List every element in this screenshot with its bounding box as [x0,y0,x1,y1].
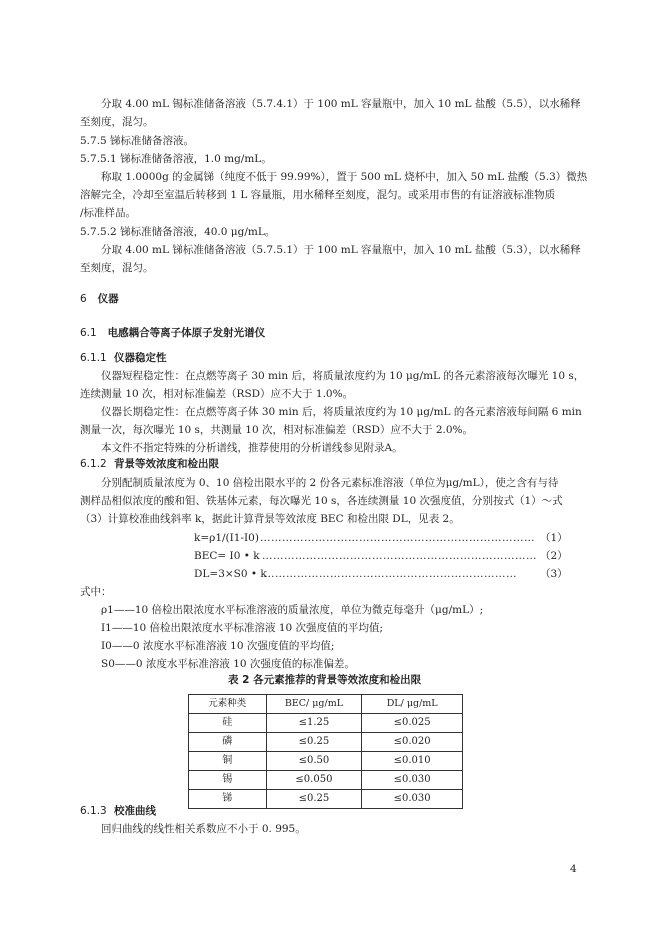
header-dl: DL/ μg/mL [362,695,463,714]
cell-bec: ≤0.50 [266,752,362,771]
table-row [189,790,463,809]
spectral-line-note: 本文件不指定特殊的分析谱线，推荐使用的分析谱线参见附录A。 [101,442,403,454]
paragraph-antimony-dilution-line2: 至刻度，混匀。 [80,262,154,274]
section-title: 仪器稳定性 [114,352,167,364]
section-6-1-2-heading [80,457,219,471]
paragraph-antimony-dilution-line1: 分取 4.00 mL 锑标准储备溶液（5.7.5.1）于 100 mL 容量瓶中，加入 10 mL 盐酸（5.3），以水稀释 [101,244,581,256]
section-number: 6.1.1 [80,352,107,364]
cell-dl: ≤0.020 [362,733,463,752]
table-header-row [189,695,463,714]
clause-5-7-5-2: 5.7.5.2 锑标准储备溶液，40.0 μg/mL。 [80,226,276,238]
variable-s0: S0——0 浓度水平标准溶液 10 次强度值的标准偏差。 [101,658,355,670]
table-row [189,752,463,771]
formula-1-number: （1） [540,532,568,544]
table-2-caption: 表 2 各元素推荐的背景等效浓度和检出限 [228,674,422,686]
formula-2-leader: ………………………………………………………………… [262,550,537,562]
section-number: 6.1.2 [80,458,107,470]
stability-short-line1: 仪器短程稳定性：在点燃等离子 30 min 后，将质量浓度约为 10 μg/mL 的各元素溶液每次曝光 10 s， [101,370,585,382]
bec-method-line2: 测样品相似浓度的酸和钼、铁基体元素，每次曝光 10 s，各连续测量 10 次强度值，分别按式（1）～式 [80,495,563,507]
paragraph-tin-dilution-line1: 分取 4.00 mL 锡标准储备溶液（5.7.4.1）于 100 mL 容量瓶中，加入 10 mL 盐酸（5.5），以水稀释 [101,98,581,110]
bec-method-line1: 分别配制质量浓度为 0、10 倍检出限水平的 2 份各元素标准溶液（单位为μg/mL），使之含有与待 [101,477,559,489]
section-title: 背景等效浓度和检出限 [114,458,220,470]
cell-bec: ≤0.050 [266,771,362,790]
stability-short-line2: 连续测量 10 次，相对标准偏差（RSD）应不大于 1.0%。 [80,388,354,400]
variable-i0: I0——0 浓度水平标准溶液 10 次强度值的平均值; [101,640,335,652]
formula-3-leader: …………………………………………………………… [264,568,517,580]
section-title: 仪器 [97,293,119,305]
formula-3-number: （3） [540,568,568,580]
section-6-1-3-heading [80,804,156,818]
section-number: 6 [80,293,87,305]
cell-dl: ≤0.010 [362,752,463,771]
cell-element: 磷 [189,733,267,752]
header-element: 元素种类 [189,695,267,714]
where-label: 式中： [80,586,112,598]
paragraph-antimony-prep-line1: 称取 1.0000g 的金属锑（纯度不低于 99.99%），置于 500 mL 烧杯中，加入 50 mL 盐酸（5.3）微热 [101,171,588,183]
cell-element: 硅 [189,714,267,733]
table-row [189,714,463,733]
formula-1-expression: k=ρ1/(I1-I0) [194,532,259,544]
table-2 [188,694,463,809]
calibration-curve-requirement: 回归曲线的线性相关系数应不小于 0. 995。 [101,823,306,835]
cell-dl: ≤0.030 [362,771,463,790]
table-row [189,771,463,790]
stability-long-line2: 测量一次，每次曝光 10 s，共测量 10 次，相对标准偏差（RSD）应不大于 2.0%。 [80,424,473,436]
paragraph-antimony-prep-line3: /标准样品。 [80,207,137,219]
cell-dl: ≤0.025 [362,714,463,733]
cell-bec: ≤1.25 [266,714,362,733]
header-bec: BEC/ μg/mL [266,695,362,714]
formula-1 [194,531,259,545]
variable-i1: I1——10 倍检出限浓度水平标准溶液 10 次强度值的平均值; [101,622,384,634]
cell-bec: ≤0.25 [266,733,362,752]
paragraph-tin-dilution-line2: 至刻度，混匀。 [80,116,154,128]
cell-element: 锡 [189,771,267,790]
section-number: 6.1.3 [80,805,107,817]
formula-2-expression: BEC= I0 • k [194,550,260,562]
formula-2-number: （2） [540,550,568,562]
formula-1-leader: ………………………………………………………………… [260,532,535,544]
stability-long-line1: 仪器长期稳定性：在点燃等离子体 30 min 后，将质量浓度约为 10 μg/mL 的各元素溶液每间隔 6 min [101,406,582,418]
section-title: 校准曲线 [114,805,157,817]
formula-2 [194,549,260,563]
cell-dl: ≤0.030 [362,790,463,809]
variable-rho1: ρ1——10 倍检出限浓度水平标准溶液的质量浓度，单位为微克每毫升（μg/mL）; [101,604,484,616]
cell-element: 锑 [189,790,267,809]
bec-method-line3: （3）计算校准曲线斜率 k，据此计算背景等效浓度 BEC 和检出限 DL，见表 2。 [80,513,460,525]
formula-3-expression: DL=3×S0 • k [194,568,267,580]
section-number: 6.1 [80,327,97,339]
clause-5-7-5-1: 5.7.5.1 锑标准储备溶液，1.0 mg/mL。 [80,153,272,165]
clause-5-7-5: 5.7.5 锑标准储备溶液。 [80,135,195,147]
paragraph-antimony-prep-line2: 溶解完全，冷却至室温后转移到 1 L 容量瓶，用水稀释至刻度，混匀。或采用市售的有证溶液标准物质 [80,189,556,201]
cell-bec: ≤0.25 [266,790,362,809]
page-number: 4 [570,863,577,875]
section-title: 电感耦合等离子体原子发射光谱仪 [107,327,266,339]
cell-element: 铜 [189,752,267,771]
section-6-1-1-heading [80,351,167,365]
formula-3 [194,567,267,581]
section-6-1-heading [80,326,265,340]
table-row [189,733,463,752]
section-6-heading [80,292,119,306]
